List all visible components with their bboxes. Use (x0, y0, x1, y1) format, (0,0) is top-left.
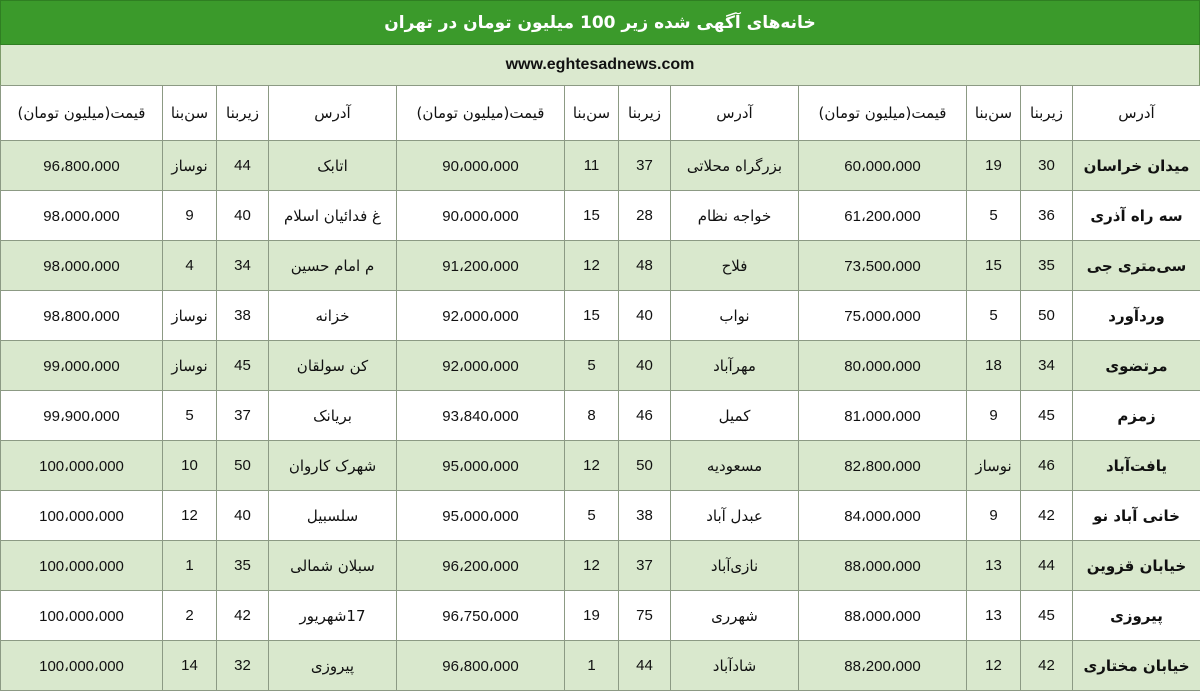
cell-area-2: 46 (619, 391, 671, 441)
cell-price-1: 73،500،000 (799, 241, 967, 291)
cell-age-2: 12 (565, 241, 619, 291)
cell-address-2: بزرگراه محلاتی (671, 141, 799, 191)
table-row (1, 491, 1200, 541)
cell-price-3: 96،800،000 (1, 141, 163, 191)
cell-area-2: 50 (619, 441, 671, 491)
listings-table (0, 85, 1200, 691)
table-row (1, 541, 1200, 591)
cell-age-1: 15 (967, 241, 1021, 291)
cell-address-1: مرتضوی (1073, 341, 1200, 391)
cell-area-3: 34 (217, 241, 269, 291)
cell-age-1: 5 (967, 291, 1021, 341)
cell-price-1: 88،000،000 (799, 541, 967, 591)
cell-price-2: 95،000،000 (397, 491, 565, 541)
cell-age-1: 13 (967, 541, 1021, 591)
cell-area-2: 37 (619, 541, 671, 591)
cell-area-1: 46 (1021, 441, 1073, 491)
cell-age-1: 13 (967, 591, 1021, 641)
table-row (1, 641, 1200, 691)
cell-address-2: عبدل آباد (671, 491, 799, 541)
cell-address-1: پیروزی (1073, 591, 1200, 641)
cell-address-2: نازی‌آباد (671, 541, 799, 591)
header-age-3: سن‌بنا (163, 86, 217, 141)
cell-area-3: 44 (217, 141, 269, 191)
cell-area-3: 40 (217, 191, 269, 241)
cell-address-1: سی‌متری جی (1073, 241, 1200, 291)
cell-age-2: 19 (565, 591, 619, 641)
cell-price-3: 99،000،000 (1, 341, 163, 391)
cell-age-1: 19 (967, 141, 1021, 191)
cell-area-3: 38 (217, 291, 269, 341)
cell-age-2: 5 (565, 341, 619, 391)
cell-age-1: 9 (967, 491, 1021, 541)
cell-age-2: 12 (565, 541, 619, 591)
cell-age-2: 5 (565, 491, 619, 541)
cell-age-1: 5 (967, 191, 1021, 241)
cell-address-2: شهرری (671, 591, 799, 641)
cell-address-2: فلاح (671, 241, 799, 291)
cell-area-1: 42 (1021, 641, 1073, 691)
cell-age-3: نوساز (163, 341, 217, 391)
cell-age-3: 4 (163, 241, 217, 291)
cell-address-2: شادآباد (671, 641, 799, 691)
cell-price-3: 98،000،000 (1, 191, 163, 241)
cell-price-2: 93،840،000 (397, 391, 565, 441)
cell-area-3: 32 (217, 641, 269, 691)
cell-area-1: 44 (1021, 541, 1073, 591)
cell-age-3: 10 (163, 441, 217, 491)
cell-price-1: 80،000،000 (799, 341, 967, 391)
cell-address-3: بریانک (269, 391, 397, 441)
cell-address-2: کمیل (671, 391, 799, 441)
cell-price-2: 90،000،000 (397, 191, 565, 241)
cell-price-1: 88،000،000 (799, 591, 967, 641)
cell-area-3: 42 (217, 591, 269, 641)
cell-address-3: کن سولقان (269, 341, 397, 391)
cell-price-2: 91،200،000 (397, 241, 565, 291)
cell-address-1: میدان خراسان (1073, 141, 1200, 191)
cell-age-3: 12 (163, 491, 217, 541)
cell-address-1: زمزم (1073, 391, 1200, 441)
cell-age-3: 1 (163, 541, 217, 591)
cell-address-2: مهرآباد (671, 341, 799, 391)
cell-price-2: 92،000،000 (397, 341, 565, 391)
cell-price-3: 98،800،000 (1, 291, 163, 341)
cell-area-3: 50 (217, 441, 269, 491)
table-title: خانه‌های آگهی شده زیر 100 میلیون تومان در تهران (0, 0, 1200, 45)
cell-area-3: 45 (217, 341, 269, 391)
cell-address-3: خزانه (269, 291, 397, 341)
cell-address-1: وردآورد (1073, 291, 1200, 341)
cell-price-1: 75،000،000 (799, 291, 967, 341)
cell-age-1: نوساز (967, 441, 1021, 491)
cell-address-1: خانی آباد نو (1073, 491, 1200, 541)
cell-area-2: 48 (619, 241, 671, 291)
cell-address-3: پیروزی (269, 641, 397, 691)
cell-age-3: نوساز (163, 291, 217, 341)
cell-price-3: 100،000،000 (1, 541, 163, 591)
cell-age-3: 9 (163, 191, 217, 241)
cell-price-1: 81،000،000 (799, 391, 967, 441)
table-row (1, 591, 1200, 641)
cell-address-3: اتابک (269, 141, 397, 191)
cell-address-3: م امام حسین (269, 241, 397, 291)
cell-area-2: 44 (619, 641, 671, 691)
cell-age-2: 15 (565, 191, 619, 241)
cell-address-1: سه راه آذری (1073, 191, 1200, 241)
cell-area-1: 50 (1021, 291, 1073, 341)
header-age-2: سن‌بنا (565, 86, 619, 141)
cell-age-2: 11 (565, 141, 619, 191)
cell-age-2: 8 (565, 391, 619, 441)
table-row (1, 391, 1200, 441)
cell-address-3: سلسبیل (269, 491, 397, 541)
cell-address-3: 17شهریور (269, 591, 397, 641)
cell-age-2: 15 (565, 291, 619, 341)
cell-address-1: یافت‌آباد (1073, 441, 1200, 491)
cell-area-2: 40 (619, 341, 671, 391)
cell-area-1: 45 (1021, 591, 1073, 641)
header-area-1: زیربنا (1021, 86, 1073, 141)
cell-area-1: 45 (1021, 391, 1073, 441)
source-website: www.eghtesadnews.com (0, 45, 1200, 85)
cell-price-3: 100،000،000 (1, 491, 163, 541)
cell-address-2: خواجه نظام (671, 191, 799, 241)
cell-area-2: 28 (619, 191, 671, 241)
cell-age-1: 9 (967, 391, 1021, 441)
header-address-1: آدرس (1073, 86, 1200, 141)
cell-price-2: 90،000،000 (397, 141, 565, 191)
cell-age-2: 1 (565, 641, 619, 691)
cell-area-1: 34 (1021, 341, 1073, 391)
cell-address-3: سبلان شمالی (269, 541, 397, 591)
cell-area-3: 35 (217, 541, 269, 591)
header-price-1: قیمت(میلیون تومان) (799, 86, 967, 141)
table-row (1, 341, 1200, 391)
table-row (1, 191, 1200, 241)
header-area-3: زیربنا (217, 86, 269, 141)
header-age-1: سن‌بنا (967, 86, 1021, 141)
cell-area-1: 35 (1021, 241, 1073, 291)
cell-area-2: 40 (619, 291, 671, 341)
table-row (1, 141, 1200, 191)
cell-address-3: غ فدائیان اسلام (269, 191, 397, 241)
header-address-3: آدرس (269, 86, 397, 141)
cell-price-1: 84،000،000 (799, 491, 967, 541)
cell-area-2: 38 (619, 491, 671, 541)
cell-price-3: 100،000،000 (1, 591, 163, 641)
cell-area-1: 42 (1021, 491, 1073, 541)
cell-age-3: نوساز (163, 141, 217, 191)
table-row (1, 291, 1200, 341)
cell-address-1: خیابان قزوین (1073, 541, 1200, 591)
cell-price-2: 96،200،000 (397, 541, 565, 591)
cell-price-1: 88،200،000 (799, 641, 967, 691)
cell-age-3: 5 (163, 391, 217, 441)
cell-area-3: 37 (217, 391, 269, 441)
header-address-2: آدرس (671, 86, 799, 141)
cell-price-2: 95،000،000 (397, 441, 565, 491)
cell-address-3: شهرک کاروان (269, 441, 397, 491)
table-row (1, 441, 1200, 491)
cell-price-3: 100،000،000 (1, 441, 163, 491)
cell-area-3: 40 (217, 491, 269, 541)
cell-area-1: 36 (1021, 191, 1073, 241)
cell-price-2: 96،750،000 (397, 591, 565, 641)
header-row (1, 86, 1200, 141)
cell-price-3: 98،000،000 (1, 241, 163, 291)
cell-age-3: 2 (163, 591, 217, 641)
cell-address-1: خیابان مختاری (1073, 641, 1200, 691)
cell-price-1: 61،200،000 (799, 191, 967, 241)
cell-address-2: مسعودیه (671, 441, 799, 491)
cell-price-2: 96،800،000 (397, 641, 565, 691)
header-price-3: قیمت(میلیون تومان) (1, 86, 163, 141)
cell-area-1: 30 (1021, 141, 1073, 191)
cell-address-2: نواب (671, 291, 799, 341)
cell-price-1: 82،800،000 (799, 441, 967, 491)
cell-age-2: 12 (565, 441, 619, 491)
cell-area-2: 37 (619, 141, 671, 191)
header-area-2: زیربنا (619, 86, 671, 141)
cell-age-3: 14 (163, 641, 217, 691)
cell-price-1: 60،000،000 (799, 141, 967, 191)
table-row (1, 241, 1200, 291)
cell-age-1: 12 (967, 641, 1021, 691)
cell-area-2: 75 (619, 591, 671, 641)
header-price-2: قیمت(میلیون تومان) (397, 86, 565, 141)
cell-price-3: 100،000،000 (1, 641, 163, 691)
cell-age-1: 18 (967, 341, 1021, 391)
cell-price-3: 99،900،000 (1, 391, 163, 441)
cell-price-2: 92،000،000 (397, 291, 565, 341)
